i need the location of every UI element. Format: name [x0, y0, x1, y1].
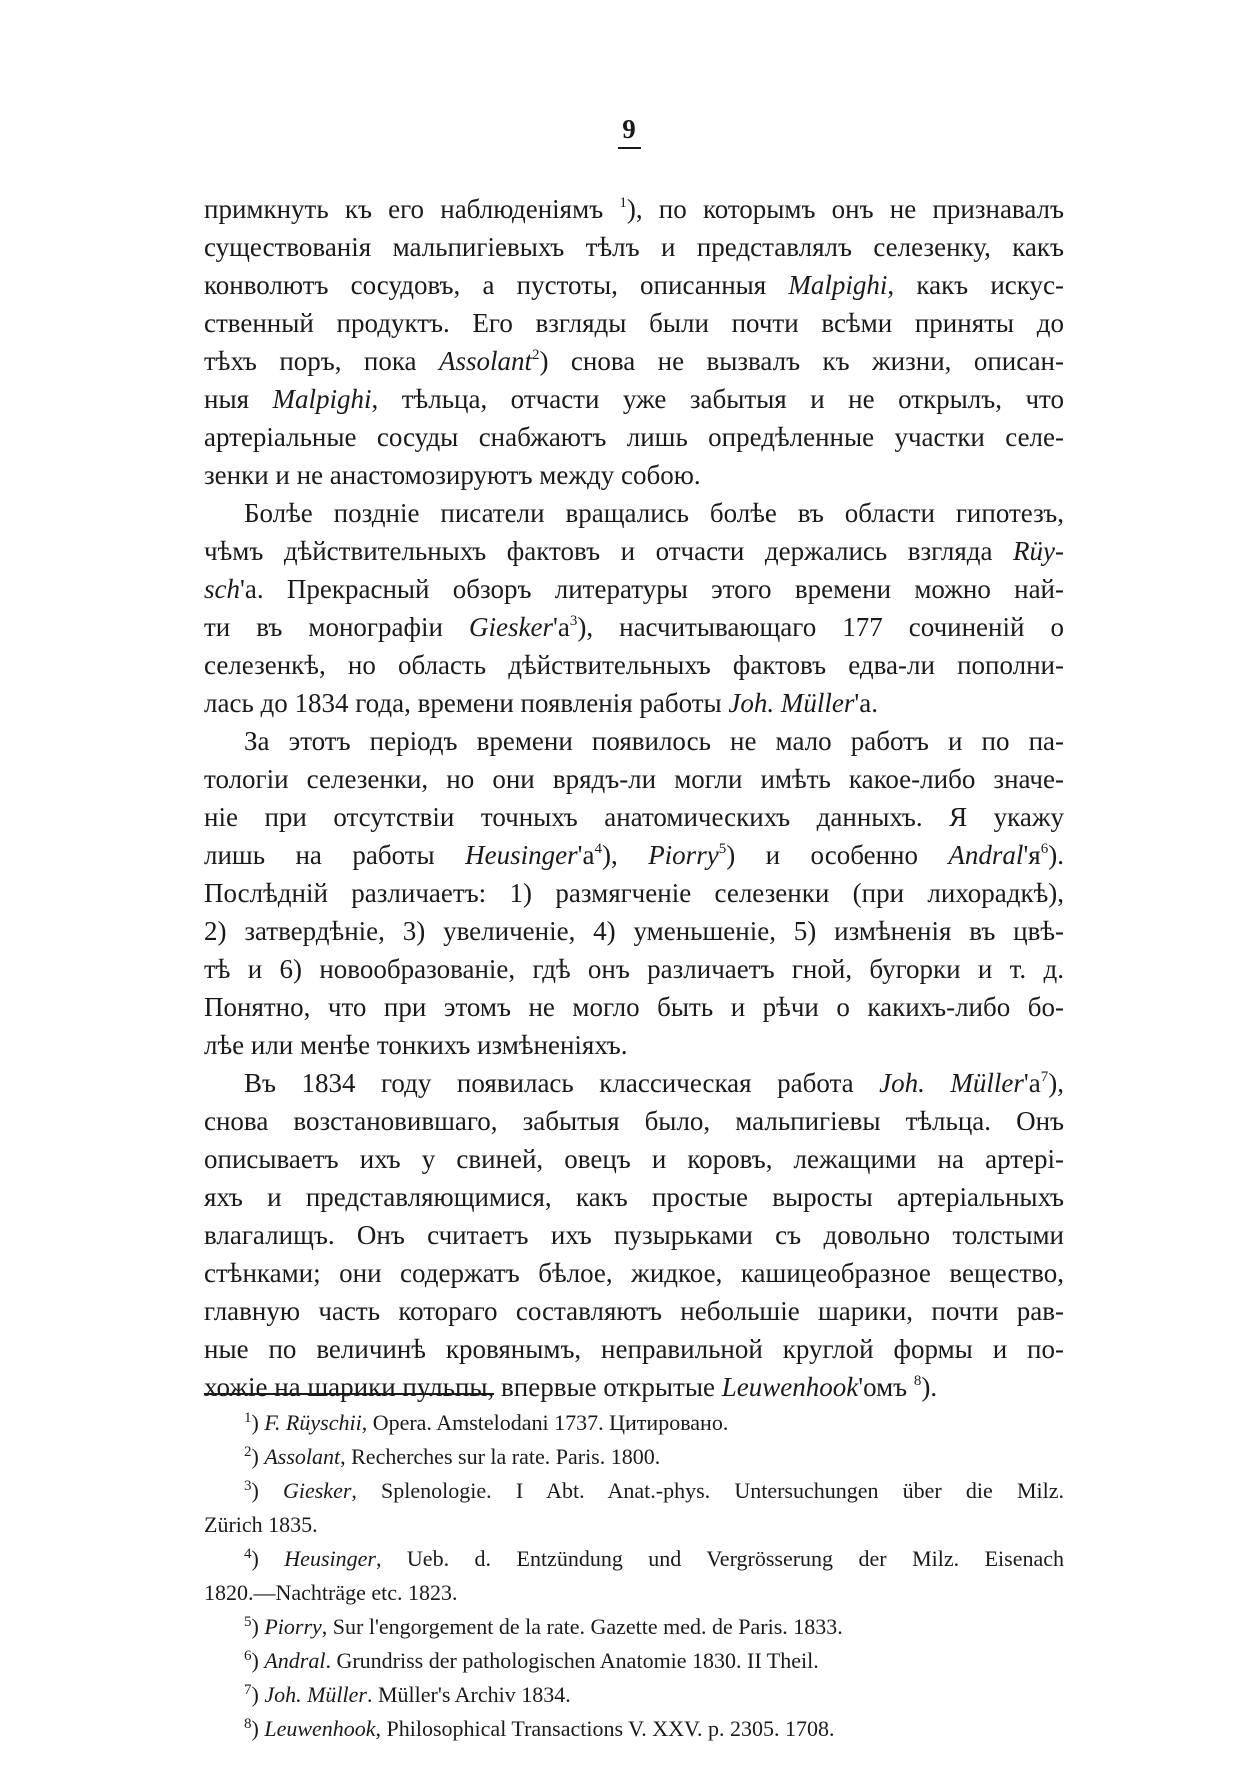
footnote-ref[interactable]: 2: [531, 347, 540, 363]
footnote-ref[interactable]: 4: [594, 841, 602, 857]
footnotes: [204, 1406, 1064, 1746]
text-line: Въ 1834 году появилась классическая работа Joh. $Müller'а^7$),: [244, 1068, 1064, 1098]
text-line: чѣмъ дѣйствительныхъ фактовъ и отчасти держались взгляда Rüy-: [204, 536, 1064, 566]
footnote-divider: [204, 1393, 494, 1395]
text-line: существованія мальпигіевыхъ тѣлъ и представлялъ селезенку, какъ: [204, 232, 1064, 262]
text-line: Понятно, что при этомъ не могло быть и рѣчи о какихъ-либо бо-: [204, 992, 1064, 1022]
footnote-6: $^6$) Andral. Grundriss der pathologischen Anatomie 1830. II Theil.: [244, 1648, 819, 1673]
footnote-ref[interactable]: 8: [913, 1373, 922, 1389]
text-line: лась до 1834 года, времени появленія работы Joh. Müller'а.: [204, 688, 879, 718]
text-line: лишь на работы $Heusinger'а^4$), Piorry$^5$) и особенно $Andral'я^6$).: [204, 840, 1064, 870]
text-line: Послѣдній различаетъ: 1) размягченіе селезенки (при лихорадкѣ),: [204, 878, 1064, 908]
text-line: тологіи селезенки, но они врядъ-ли могли имѣть какое-либо значе-: [204, 764, 1064, 794]
text-line: лѣе или менѣе тонкихъ измѣненіяхъ.: [204, 1030, 628, 1060]
text-line: зенки и не анастомозируютъ между собою.: [204, 460, 701, 490]
text-line: ные по величинѣ кровянымъ, неправильной круглой формы и по-: [204, 1334, 1064, 1364]
footnote-1: $^1$) F. Rüyschii, Opera. Amstelodani 1737. Цитировано.: [244, 1410, 729, 1435]
footnote-4: $^4$) Heusinger, Ueb. d. Entzündung und Vergrösserung der Milz. Eisenach: [244, 1546, 1064, 1571]
text-line: ственный продуктъ. Его взгляды были почти всѣми приняты до: [204, 308, 1064, 338]
footnote-8: $^8$) Leuwenhook, Philosophical Transactions V. XXV. p. 2305. 1708.: [244, 1716, 835, 1741]
text-line: влагалищъ. Онъ считаетъ ихъ пузырьками съ довольно толстыми: [204, 1220, 1064, 1250]
text-line: тѣхъ поръ, пока Assolant$^2$) снова не вызвалъ къ жизни, описан-: [204, 346, 1064, 376]
footnote-ref[interactable]: 7: [1040, 1069, 1049, 1085]
text-line: артеріальные сосуды снабжаютъ лишь опредѣленные участки селе-: [204, 422, 1064, 452]
text-line: ніе при отсутствіи точныхъ анатомическихъ данныхъ. Я укажу: [204, 802, 1064, 832]
text-line: главную часть котораго составляютъ небольшіе шарики, почти рав-: [204, 1296, 1064, 1326]
footnote-ref[interactable]: 1: [619, 195, 627, 211]
text-line: описываетъ ихъ у свиней, овецъ и коровъ, лежащими на артері-: [204, 1144, 1064, 1174]
text-line: конволютъ сосудовъ, а пустоты, описанныя Malpighi, какъ искус-: [204, 270, 1064, 300]
paragraph-4: [204, 1064, 1064, 1406]
footnote-3-cont: Zürich 1835.: [204, 1512, 318, 1537]
text-line: селезенкѣ, но область дѣйствительныхъ фактовъ едва-ли пополни-: [204, 650, 1064, 680]
text-line: За этотъ періодъ времени появилось не мало работъ и по па-: [244, 726, 1064, 756]
text-line: ти въ монографіи $Giesker'а^3$), насчитывающаго 177 сочиненій о: [204, 612, 1064, 642]
text-line: яхъ и представляющимися, какъ простые выросты артеріальныхъ: [204, 1182, 1064, 1212]
footnote-5: $^5$) Piorry, Sur l'engorgement de la rate. Gazette med. de Paris. 1833.: [244, 1614, 843, 1639]
footnote-4-cont: 1820.—Nachträge etc. 1823.: [204, 1580, 458, 1605]
text-line: примкнуть къ его наблюденіямъ $^1$), по которымъ онъ не признавалъ: [204, 194, 1064, 224]
footnote-3: $^3$) Giesker, Splenologie. I Abt. Anat.-phys. Untersuchungen über die Milz.: [244, 1478, 1064, 1503]
text-line: Болѣе поздніе писатели вращались болѣе въ области гипотезъ,: [244, 498, 1064, 528]
paragraph-3: [204, 722, 1064, 1064]
text-line: ныя Malpighi, тѣльца, отчасти уже забытыя и не открылъ, что: [204, 384, 1064, 414]
text-line: тѣ и 6) новообразованіе, гдѣ онъ различаетъ гной, бугорки и т. д.: [204, 954, 1064, 984]
paragraph-2: [204, 494, 1064, 722]
body-text: [204, 190, 1064, 1406]
footnote-ref[interactable]: 6: [1040, 841, 1049, 857]
text-line: 2) затвердѣніе, 3) увеличеніе, 4) уменьшеніе, 5) измѣненія въ цвѣ-: [204, 916, 1064, 946]
page-number: 9: [0, 114, 1259, 149]
footnote-2: $^2$) Assolant, Recherches sur la rate. Paris. 1800.: [244, 1444, 661, 1469]
text-line: стѣнками; они содержатъ бѣлое, жидкое, кашицеобразное вещество,: [204, 1258, 1064, 1288]
footnote-7: $^7$) Joh. Müller. Müller's Archiv 1834.: [244, 1682, 571, 1707]
text-line: снова возстановившаго, забытыя было, мальпигіевы тѣльца. Онъ: [204, 1106, 1064, 1136]
text-line: хожіе на шарики пульпы, впервые открытые Leuwenhook'омъ $^8$).: [204, 1372, 938, 1402]
paragraph-1: [204, 190, 1064, 494]
text-line: sch'а. Прекрасный обзоръ литературы этого времени можно най-: [204, 574, 1064, 604]
footnote-ref[interactable]: 3: [569, 613, 578, 629]
footnote-ref[interactable]: 5: [718, 841, 727, 857]
